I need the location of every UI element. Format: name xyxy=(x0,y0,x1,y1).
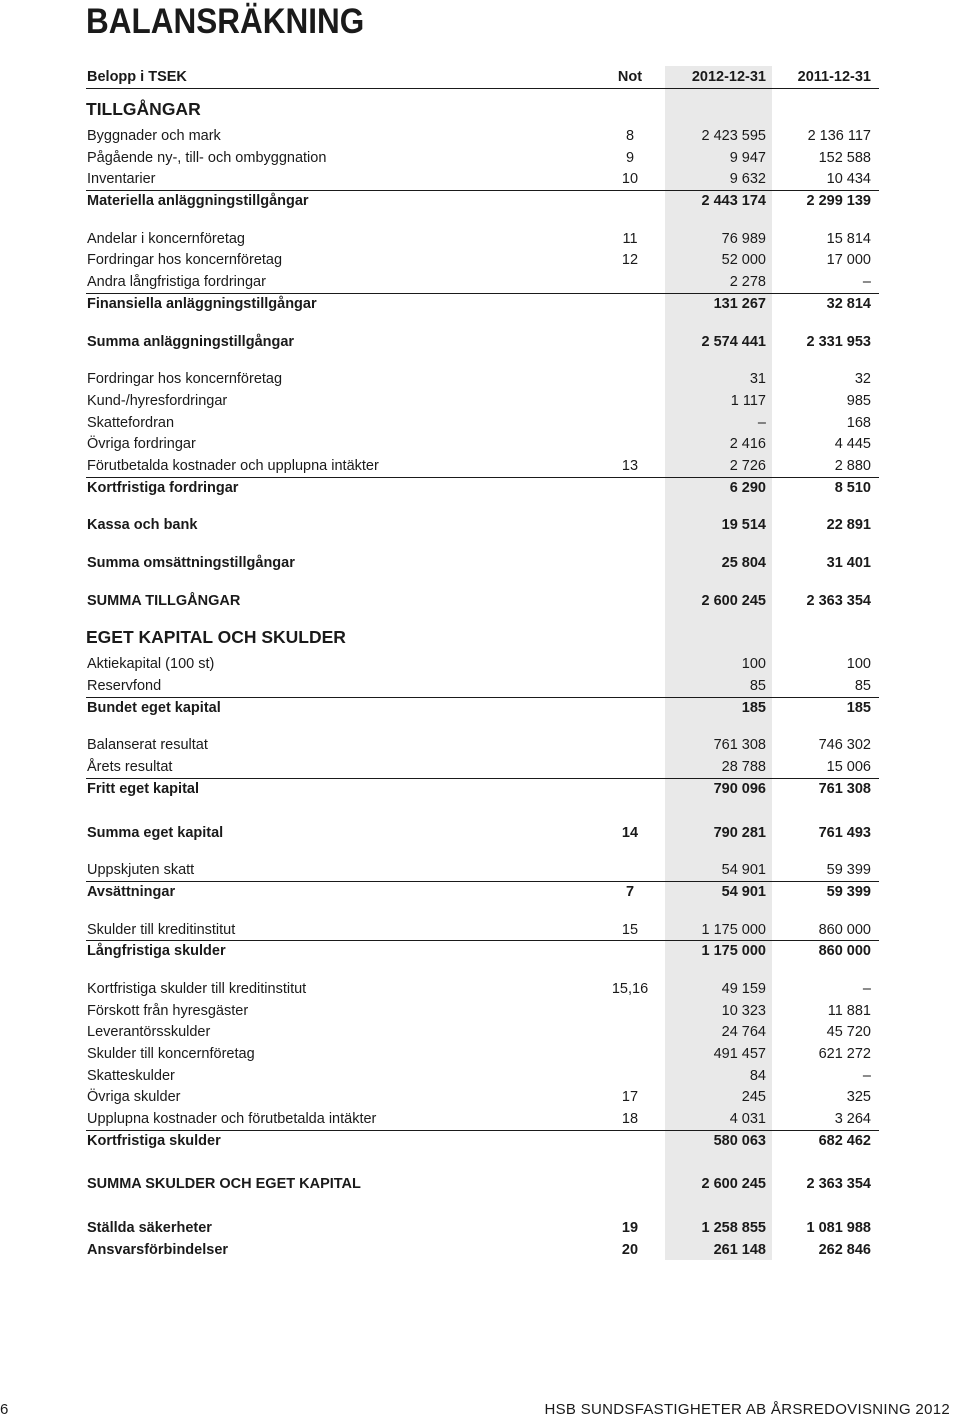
row-label: Skattefordran xyxy=(87,414,175,431)
table-row xyxy=(86,1109,879,1131)
row-spacer xyxy=(86,575,879,591)
row-value-2011: 15 006 xyxy=(826,759,871,776)
row-spacer xyxy=(86,213,879,229)
row-value-2012: 54 901 xyxy=(721,883,766,900)
row-value-2011: 2 299 139 xyxy=(806,193,871,210)
table-row xyxy=(86,478,879,500)
table-row xyxy=(86,757,879,779)
row-label: Kortfristiga skulder till kreditinstitut xyxy=(87,980,307,997)
row-value-2012: 2 726 xyxy=(729,457,766,474)
row-spacer xyxy=(86,801,879,823)
row-value-2012: 28 788 xyxy=(721,759,766,776)
table-row xyxy=(86,1131,879,1153)
row-label: Ställda säkerheter xyxy=(87,1220,212,1237)
row-value-2012: 580 063 xyxy=(713,1132,766,1149)
row-value-2011: 31 401 xyxy=(826,555,871,571)
table-row xyxy=(86,148,879,170)
row-value-2012: 1 258 855 xyxy=(701,1220,766,1237)
table-row xyxy=(86,1022,879,1044)
row-label: Andelar i koncernföretag xyxy=(87,230,245,247)
row-value-2011: 100 xyxy=(846,656,871,673)
row-value-2011: 85 xyxy=(854,678,871,695)
row-label: Ansvarsförbindelser xyxy=(87,1241,229,1258)
table-row xyxy=(86,1240,879,1262)
row-value-2011: 746 302 xyxy=(818,737,871,754)
row-spacer xyxy=(86,963,879,979)
row-label: Kortfristiga skulder xyxy=(87,1132,221,1149)
row-value-2011: 32 xyxy=(854,371,871,388)
row-label: Balanserat resultat xyxy=(87,737,208,754)
row-value-2011: – xyxy=(862,1067,871,1084)
row-value-2012: 2 423 595 xyxy=(701,128,766,144)
row-label: Kortfristiga fordringar xyxy=(87,479,239,496)
table-row xyxy=(86,391,879,413)
row-value-2011: 168 xyxy=(846,414,871,431)
row-value-2012: 52 000 xyxy=(721,252,766,269)
row-value-2012: 49 159 xyxy=(721,980,766,997)
row-label: Kund-/hyresfordringar xyxy=(87,392,228,409)
table-row xyxy=(86,979,879,1001)
row-note: 13 xyxy=(621,457,639,474)
table-row xyxy=(86,941,879,963)
row-value-2011: 761 308 xyxy=(818,780,871,797)
table-row xyxy=(86,272,879,294)
row-value-2012: 10 323 xyxy=(721,1002,766,1019)
row-value-2012: 24 764 xyxy=(721,1024,766,1041)
table-row xyxy=(86,823,879,845)
row-spacer xyxy=(86,499,879,515)
row-value-2011: 32 814 xyxy=(826,295,871,312)
row-label: Uppskjuten skatt xyxy=(87,862,195,879)
table-row xyxy=(86,1066,879,1088)
row-value-2011: 2 331 953 xyxy=(806,333,871,350)
row-value-2012: 761 308 xyxy=(713,737,766,754)
row-value-2011: 262 846 xyxy=(818,1241,871,1258)
row-label: Fritt eget kapital xyxy=(87,780,199,797)
row-value-2011: 2 136 117 xyxy=(807,128,871,144)
table-row xyxy=(86,332,879,354)
row-value-2011: 10 434 xyxy=(826,171,871,188)
row-spacer xyxy=(86,904,879,920)
row-value-2012: 1 175 000 xyxy=(701,921,766,938)
row-value-2012: 9 947 xyxy=(729,149,766,166)
row-value-2011: – xyxy=(862,980,871,997)
row-value-2011: 8 510 xyxy=(834,479,871,496)
row-note: 8 xyxy=(625,128,635,144)
row-note: 18 xyxy=(621,1111,639,1128)
row-note: 7 xyxy=(625,883,635,900)
row-value-2012: 790 281 xyxy=(713,824,766,841)
row-value-2012: 491 457 xyxy=(713,1046,766,1062)
row-label: Förutbetalda kostnader och upplupna intäkter xyxy=(87,457,379,474)
row-label: Summa eget kapital xyxy=(87,824,224,841)
row-value-2011: 3 264 xyxy=(834,1111,871,1128)
table-row xyxy=(86,698,879,720)
row-value-2012: 85 xyxy=(749,678,766,695)
row-value-2012: 2 574 441 xyxy=(701,333,766,350)
row-value-2012: 4 031 xyxy=(729,1111,766,1128)
row-value-2012: 6 290 xyxy=(729,479,766,496)
table-row xyxy=(86,735,879,757)
table-row xyxy=(86,1001,879,1023)
row-value-2011: 2 363 354 xyxy=(806,592,871,609)
row-value-2011: 621 272 xyxy=(818,1046,871,1062)
table-row xyxy=(86,294,879,316)
row-spacer xyxy=(86,719,879,735)
row-label: Upplupna kostnader och förutbetalda intäkter xyxy=(87,1111,377,1128)
table-row xyxy=(86,456,879,478)
table-row xyxy=(86,920,879,942)
row-value-2011: 152 588 xyxy=(818,149,871,166)
header-note: Not xyxy=(617,69,643,85)
row-label: Bundet eget kapital xyxy=(87,699,221,716)
row-label: Reservfond xyxy=(87,678,162,695)
row-spacer xyxy=(86,1152,879,1174)
table-row xyxy=(86,1218,879,1240)
row-value-2011: 761 493 xyxy=(818,824,871,841)
table-row xyxy=(86,515,879,537)
row-label: Leverantörsskulder xyxy=(87,1024,211,1041)
row-label: Aktiekapital (100 st) xyxy=(87,656,215,673)
row-value-2011: – xyxy=(862,274,871,291)
table-row xyxy=(86,553,879,575)
table-row xyxy=(86,779,879,801)
row-note: 15,16 xyxy=(611,980,649,997)
row-spacer xyxy=(86,353,879,369)
row-note: 20 xyxy=(621,1241,639,1258)
row-note: 11 xyxy=(622,230,638,247)
row-note: 10 xyxy=(621,171,639,188)
table-row xyxy=(86,169,879,191)
table-row xyxy=(86,882,879,904)
row-value-2011: 15 814 xyxy=(826,230,871,247)
row-value-2012: 790 096 xyxy=(713,780,766,797)
table-row xyxy=(86,1087,879,1109)
row-value-2011: 59 399 xyxy=(826,883,871,900)
publication-title: HSB SUNDSFASTIGHETER AB ÅRSREDOVISNING 2012 xyxy=(544,1401,950,1418)
row-value-2012: 19 514 xyxy=(721,517,766,534)
row-label: SUMMA SKULDER OCH EGET KAPITAL xyxy=(87,1176,361,1193)
table-row xyxy=(86,191,879,213)
row-value-2012: 245 xyxy=(741,1089,766,1106)
row-value-2012: 31 xyxy=(749,371,766,388)
row-value-2011: 185 xyxy=(846,699,871,716)
row-label: Fordringar hos koncernföretag xyxy=(87,252,283,269)
row-label: Kassa och bank xyxy=(87,517,198,534)
row-value-2011: 682 462 xyxy=(818,1132,871,1149)
row-note: 17 xyxy=(621,1089,639,1106)
table-row xyxy=(86,413,879,435)
row-value-2012: 76 989 xyxy=(721,230,766,247)
row-label: Övriga skulder xyxy=(87,1089,181,1106)
row-label: Skatteskulder xyxy=(87,1067,175,1084)
row-note: 19 xyxy=(621,1220,639,1237)
row-value-2012: 25 804 xyxy=(721,555,766,571)
row-value-2012: 2 278 xyxy=(729,274,766,291)
row-label: Avsättningar xyxy=(87,883,176,900)
row-value-2012: 185 xyxy=(741,699,766,716)
header-year-2011: 2011-12-31 xyxy=(797,69,871,85)
row-note: 9 xyxy=(625,149,635,166)
row-value-2011: 17 000 xyxy=(826,252,871,269)
table-row xyxy=(86,654,879,676)
row-label: Summa anläggningstillgångar xyxy=(87,333,295,350)
row-label: Inventarier xyxy=(87,171,156,188)
row-value-2012: 2 416 xyxy=(729,436,766,453)
row-value-2011: 860 000 xyxy=(818,943,871,960)
table-header xyxy=(86,65,879,89)
section-title: EGET KAPITAL OCH SKULDER xyxy=(86,627,346,648)
row-note: 15 xyxy=(621,921,639,938)
row-value-2012: 2 600 245 xyxy=(701,1176,766,1193)
row-label: Andra långfristiga fordringar xyxy=(87,274,266,291)
row-value-2011: 22 891 xyxy=(826,517,871,534)
table-row xyxy=(86,1174,879,1196)
table-row xyxy=(86,250,879,272)
row-value-2012: 1 175 000 xyxy=(701,943,766,960)
row-value-2011: 985 xyxy=(846,392,871,409)
section-title: TILLGÅNGAR xyxy=(86,99,201,119)
row-label: Fordringar hos koncernföretag xyxy=(87,371,283,388)
row-value-2011: 860 000 xyxy=(818,921,871,938)
row-value-2011: 59 399 xyxy=(826,862,871,879)
row-value-2011: 1 081 988 xyxy=(806,1220,871,1237)
row-value-2012: 131 267 xyxy=(713,295,766,312)
row-label: Skulder till koncernföretag xyxy=(87,1046,255,1062)
row-value-2012: 261 148 xyxy=(713,1241,766,1258)
row-value-2011: 325 xyxy=(846,1089,871,1106)
row-label: Summa omsättningstillgångar xyxy=(87,555,295,571)
row-value-2012: 54 901 xyxy=(721,862,766,879)
row-value-2011: 2 363 354 xyxy=(806,1176,871,1193)
row-value-2012: 2 443 174 xyxy=(701,193,766,210)
row-label: Pågående ny-, till- och ombyggnation xyxy=(87,149,327,166)
table-row xyxy=(86,126,879,148)
row-label: Långfristiga skulder xyxy=(87,943,226,960)
row-label: Förskott från hyresgäster xyxy=(87,1002,249,1019)
row-value-2011: 2 880 xyxy=(834,457,871,474)
table-row xyxy=(86,1044,879,1066)
row-label: SUMMA TILLGÅNGAR xyxy=(87,592,241,609)
row-label: Byggnader och mark xyxy=(87,128,221,144)
row-value-2011: 11 881 xyxy=(827,1002,871,1019)
table-row xyxy=(86,676,879,698)
balance-sheet-table xyxy=(86,65,879,1262)
row-spacer xyxy=(86,1196,879,1218)
row-spacer xyxy=(86,316,879,332)
row-value-2012: 100 xyxy=(741,656,766,673)
row-value-2011: 45 720 xyxy=(826,1024,871,1041)
row-value-2012: 84 xyxy=(749,1067,766,1084)
table-row xyxy=(86,860,879,882)
page-number: 6 xyxy=(0,1401,9,1418)
row-label: Övriga fordringar xyxy=(87,436,196,453)
row-label: Årets resultat xyxy=(87,759,173,776)
table-row xyxy=(86,591,879,613)
row-note: 12 xyxy=(621,252,639,269)
header-amount-label: Belopp i TSEK xyxy=(87,69,187,85)
row-value-2012: 9 632 xyxy=(729,171,766,188)
page-title: BALANSRÄKNING xyxy=(86,2,365,41)
row-spacer xyxy=(86,844,879,860)
row-value-2012: 1 117 xyxy=(730,392,766,409)
row-spacer xyxy=(86,537,879,553)
row-label: Finansiella anläggningstillgångar xyxy=(87,295,317,312)
table-row xyxy=(86,434,879,456)
row-note: 14 xyxy=(621,824,639,841)
table-row xyxy=(86,369,879,391)
row-label: Materiella anläggningstillgångar xyxy=(87,193,309,210)
row-value-2011: 4 445 xyxy=(834,436,871,453)
table-row xyxy=(86,229,879,251)
row-label: Skulder till kreditinstitut xyxy=(87,921,236,938)
row-value-2012: 2 600 245 xyxy=(701,592,766,609)
row-value-2012: – xyxy=(757,414,766,431)
header-year-2012: 2012-12-31 xyxy=(691,69,766,85)
